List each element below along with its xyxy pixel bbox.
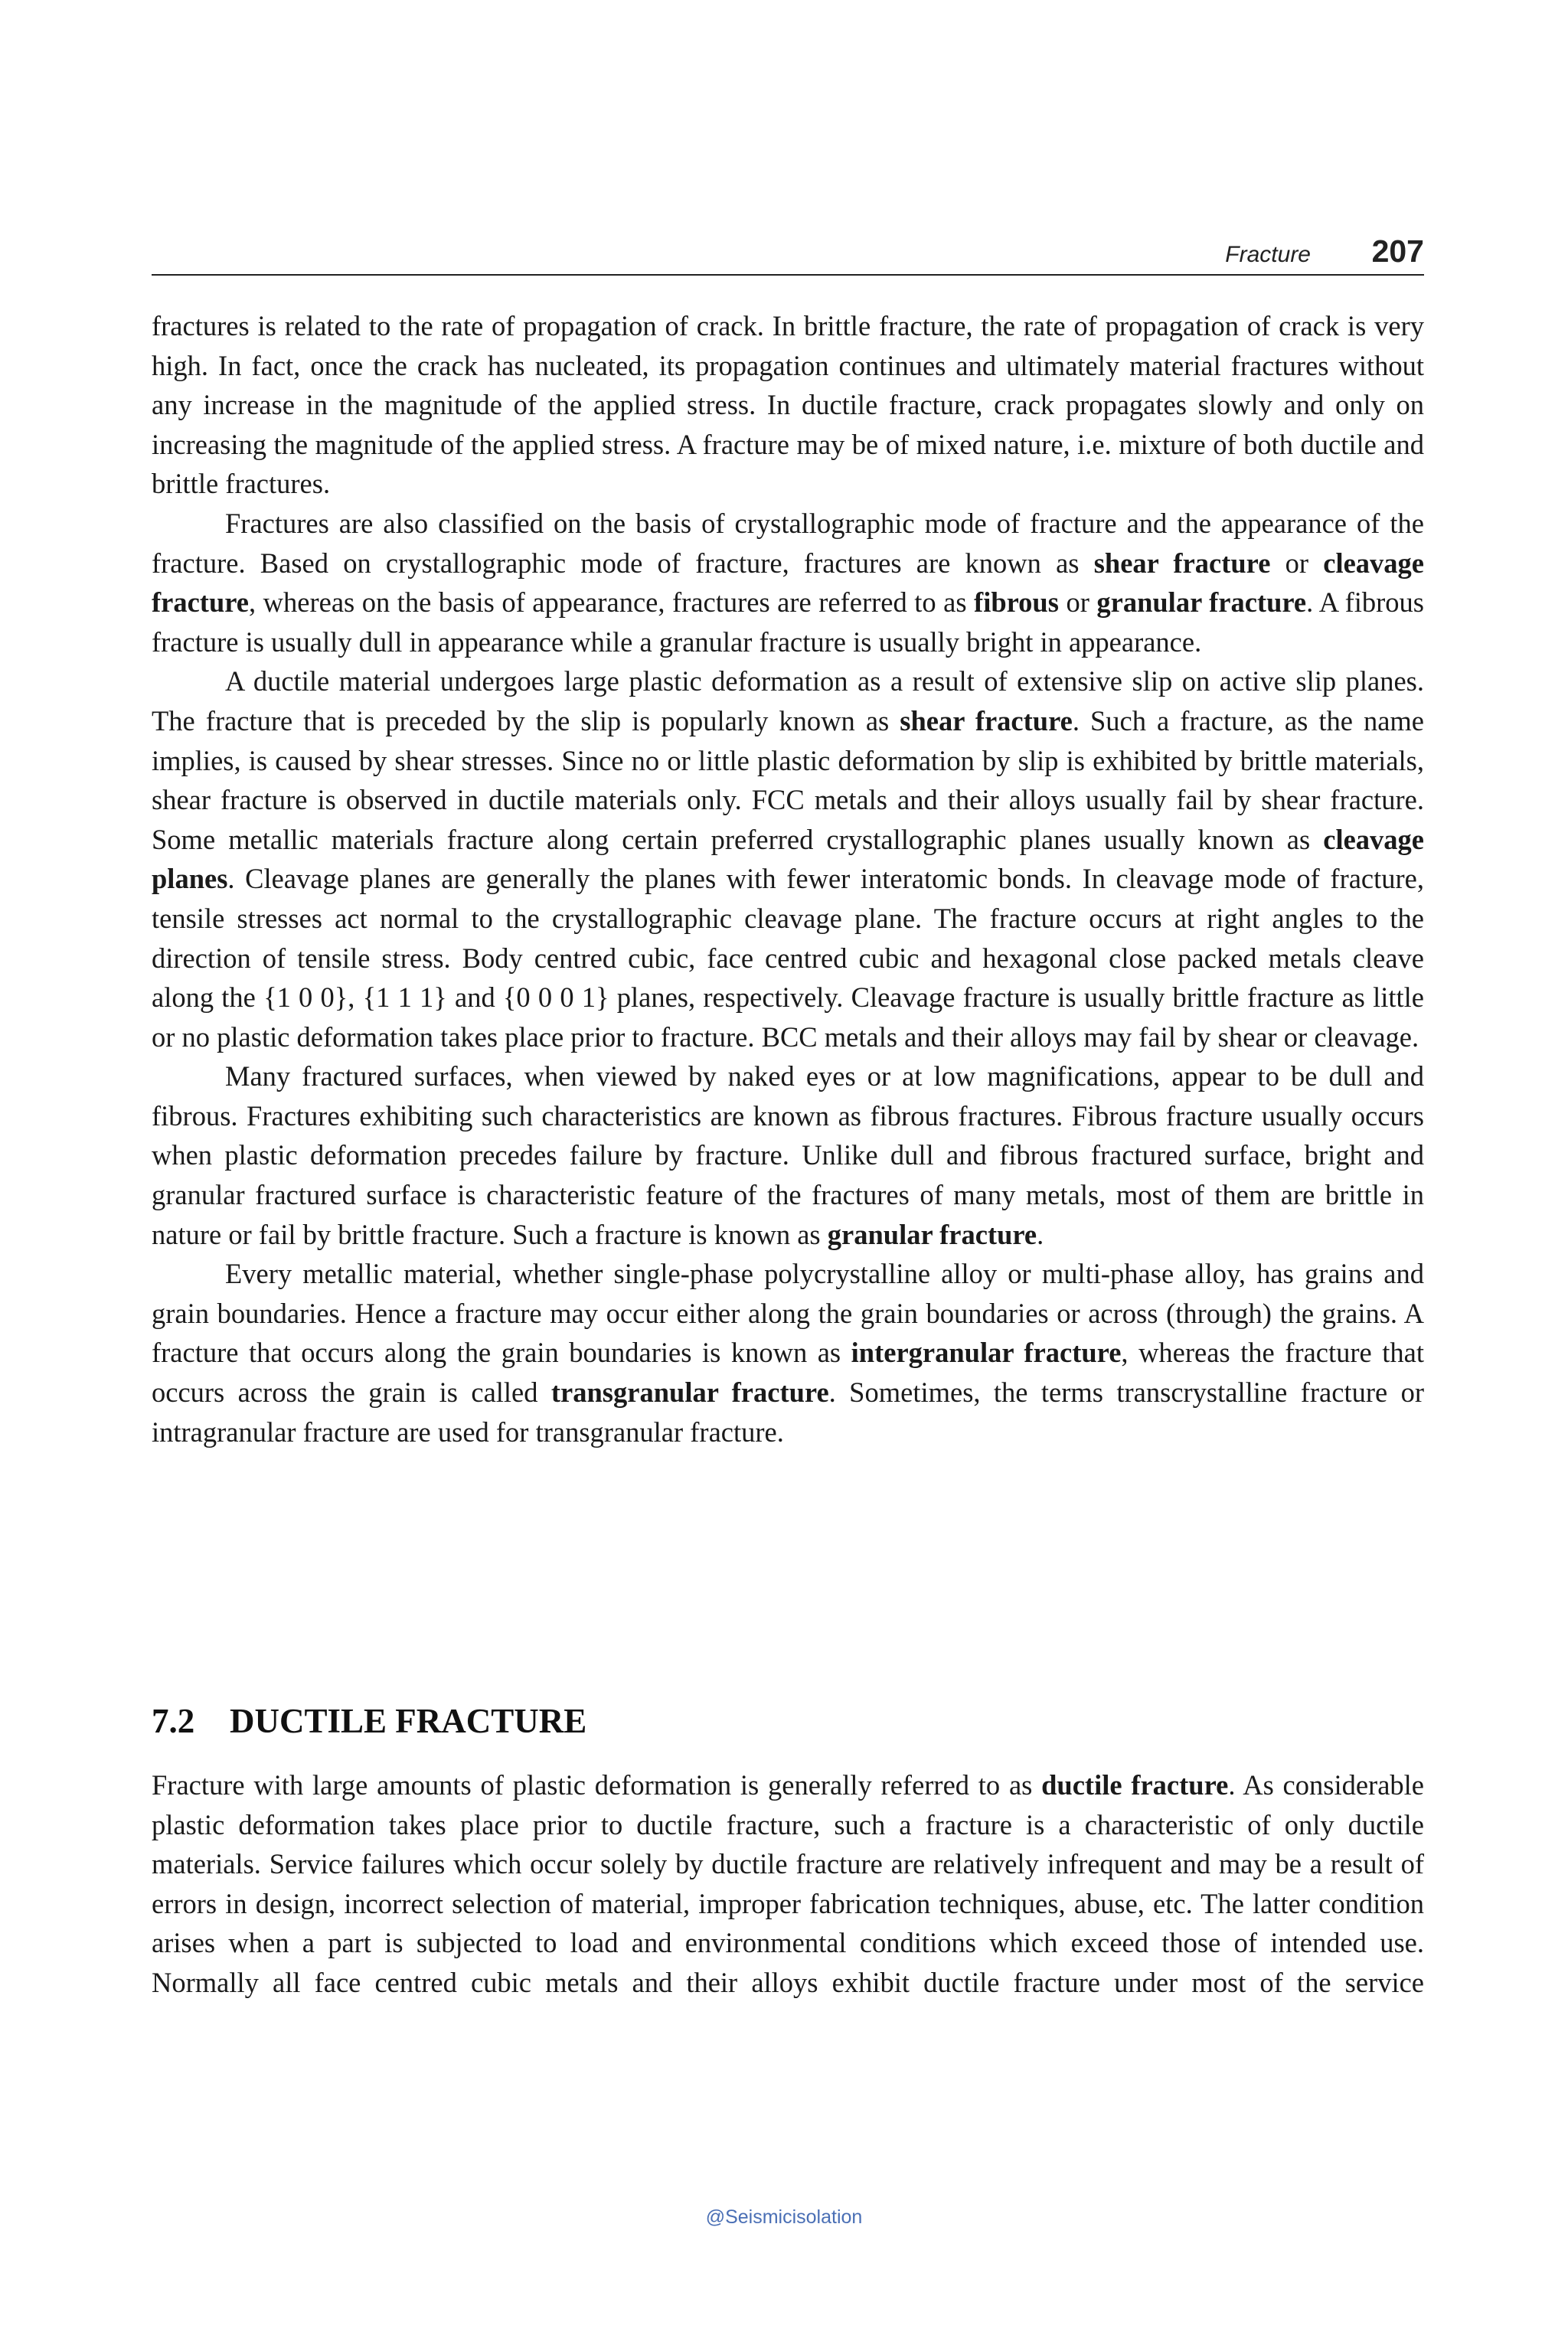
text-run: or bbox=[1058, 586, 1097, 619]
text-run: , whereas on the basis of appearance, fractures are referred to as bbox=[249, 586, 975, 619]
body-paragraph bbox=[152, 1056, 1424, 1254]
section-body-text bbox=[152, 1765, 1424, 2003]
text-run: . As considerable plastic deformation takes place prior to ductile fracture, such a fracture is a characteristic of only ductile materials. Service failures which occur solely by ductile fracture are relatively infrequent and may be a result of errors in design, incorrect selection of material, improper fabrication techniques, abuse, etc. The latter condition arises when a part is subjected to load and environmental conditions which exceed those of intended use. Normally all face centred cubic metals and their alloys exhibit ductile fracture under most of the service bbox=[152, 1769, 1424, 1998]
text-run: . Such a fracture, as the name implies, is caused by shear stresses. Since no or little plastic deformation by slip is exhibited by brittle materials, shear fracture is observed in ductile materials only. FCC metals and their alloys usually fail by shear fracture. Some metallic materials fracture along certain preferred crystallographic planes usually known as bbox=[152, 704, 1425, 855]
text-run: . Cleavage planes are generally the planes with fewer interatomic bonds. In cleavage mode of fracture, tensile stresses act normal to the crystallographic cleavage plane. The fracture occurs at right angles to the direction of tensile stress. Body centred cubic, face centred cubic and hexagonal close packed metals cleave along the {1 0 0}, {1 1 1} and {0 0 0 1} planes, respectively. Cleavage fracture is usually brittle fracture as little or no plastic deformation takes place prior to fracture. BCC metals and their alloys may fail by shear or cleavage. bbox=[152, 863, 1424, 1053]
text-run: or bbox=[1270, 547, 1324, 579]
text-run: Fracture with large amounts of plastic deformation is generally referred to as bbox=[152, 1769, 1042, 1801]
bold-term: shear fracture bbox=[1093, 547, 1271, 579]
text-run: Fractures are also classified on the basis of crystallographic mode of fracture and the appearance of the fracture. Based on crystallographic mode of fracture, fractures are known as bbox=[152, 507, 1424, 579]
text-run: . A fibrous fracture is usually dull in appearance while a granular fracture is usually bright in appearance. bbox=[152, 586, 1425, 658]
watermark-footer: @Seismicisolation bbox=[705, 2206, 863, 2228]
text-run: A ductile material undergoes large plastic deformation as a result of extensive slip on active slip planes. The fracture that is preceded by the slip is popularly known as bbox=[152, 665, 1424, 736]
body-paragraph bbox=[152, 504, 1424, 661]
body-text bbox=[152, 306, 1424, 1452]
page-number: 207 bbox=[1371, 234, 1424, 269]
bold-term: ductile fracture bbox=[1041, 1769, 1229, 1801]
running-header-chapter-title: Fracture bbox=[1225, 242, 1311, 267]
section-title: DUCTILE FRACTURE bbox=[230, 1702, 587, 1740]
bold-term: granular fracture bbox=[827, 1218, 1037, 1250]
body-paragraph bbox=[152, 661, 1424, 1056]
running-header bbox=[152, 227, 1424, 276]
bold-term: granular fracture bbox=[1096, 586, 1307, 619]
text-run: fractures is related to the rate of propagation of crack. In brittle fracture, the rate of propagation of crack is very high. In fact, once the crack has nucleated, its propagation continues and ultimately material fractures without any increase in the magnitude of the applied stress. In ductile fracture, crack propagates slowly and only on increasing the magnitude of the applied stress. A fracture may be of mixed nature, i.e. mixture of both ductile and brittle fractures. bbox=[152, 310, 1424, 500]
bold-term: fibrous bbox=[974, 586, 1059, 619]
body-paragraph bbox=[152, 1254, 1424, 1452]
text-run: , whereas the fracture that occurs across the grain is called bbox=[152, 1337, 1425, 1409]
section-paragraph bbox=[152, 1765, 1424, 2003]
body-paragraph bbox=[152, 306, 1424, 504]
section-heading bbox=[152, 1701, 586, 1741]
section-number: 7.2 bbox=[152, 1702, 195, 1740]
text-run: Every metallic material, whether single-phase polycrystalline alloy or multi-phase alloy, has grains and grain boundaries. Hence a fracture may occur either along the grain boundaries or across (through) the grains. A fracture that occurs along the grain boundaries is known as bbox=[152, 1258, 1424, 1369]
text-run: . Sometimes, the terms transcrystalline fracture or intragranular fracture are used for transgranular fracture. bbox=[152, 1377, 1425, 1448]
bold-term: transgranular fracture bbox=[550, 1377, 829, 1409]
bold-term: cleavage planes bbox=[152, 823, 1424, 895]
text-run: Many fractured surfaces, when viewed by naked eyes or at low magnifications, appear to be dull and fibrous. Fractures exhibiting such characteristics are known as fibrous fractures. Fibrous fracture usually occurs when plastic deformation precedes failure by fracture. Unlike dull and fibrous fractured surface, bright and granular fractured surface is characteristic feature of the fractures of many metals, most of them are brittle in nature or fail by brittle fracture. Such a fracture is known as bbox=[152, 1060, 1424, 1250]
text-run: . bbox=[1037, 1218, 1044, 1250]
bold-term: shear fracture bbox=[900, 704, 1073, 736]
bold-term: intergranular fracture bbox=[851, 1337, 1122, 1369]
bold-term: cleavage fracture bbox=[152, 547, 1424, 619]
